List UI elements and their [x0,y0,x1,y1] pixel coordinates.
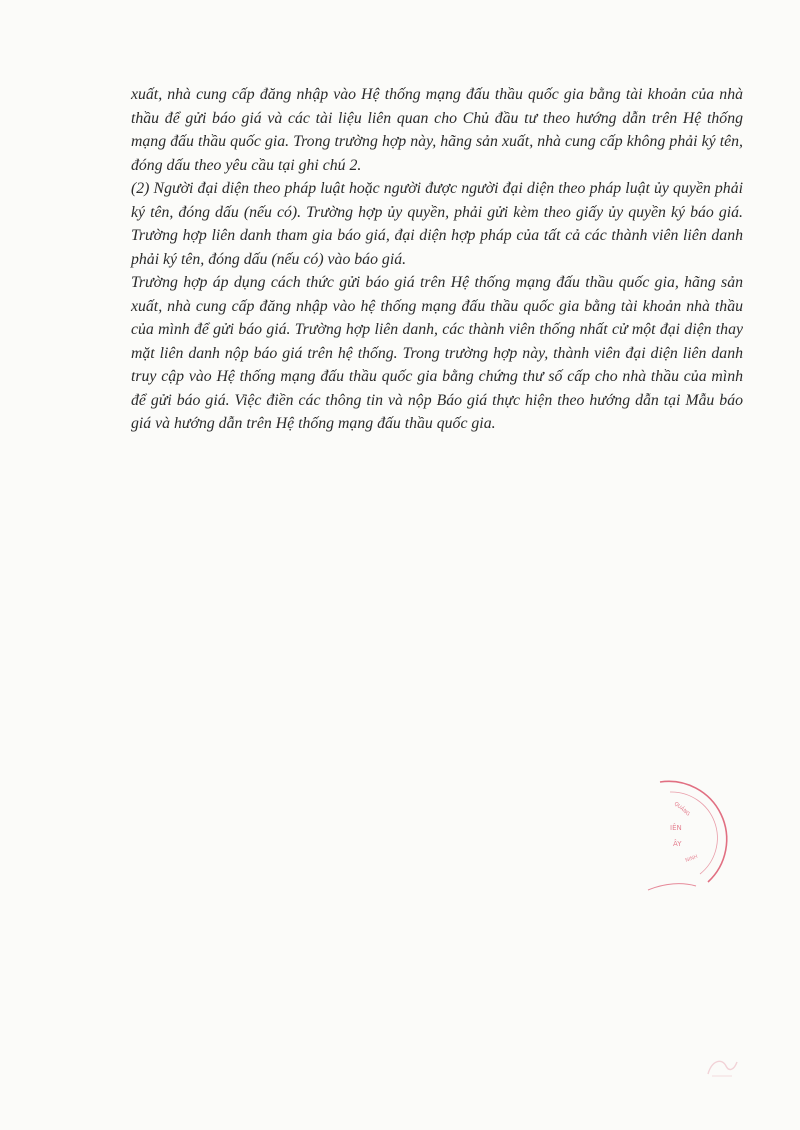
svg-text:NINH: NINH [684,853,699,864]
svg-text:QUẢNG: QUẢNG [672,800,691,818]
faint-corner-mark [702,1052,742,1082]
body-text [131,83,743,436]
svg-text:IÊN: IÊN [670,824,682,832]
paragraph-2: (2) Người đại diện theo pháp luật hoặc người được người đại diện theo pháp luật ủy quyền phải ký tên, đóng dấu (nếu có). Trường hợp ủy quyền, phải gửi kèm theo giấy ủy quyền ký báo giá. Trường hợp liên danh tham gia báo giá, đại diện hợp pháp của tất cả các thành viên liên danh phải ký tên, đóng dấu (nếu có) vào báo giá. [131,180,743,268]
red-seal-stamp [630,770,740,895]
paragraph-3: Trường hợp áp dụng cách thức gửi báo giá trên Hệ thống mạng đấu thầu quốc gia, hãng sản xuất, nhà cung cấp đăng nhập vào hệ thống mạng đấu thầu quốc gia bằng tài khoản nhà thầu của mình để gửi báo giá. Trường hợp liên danh, các thành viên thống nhất cử một đại diện thay mặt liên danh nộp báo giá trên hệ thống. Trong trường hợp này, thành viên đại diện liên danh truy cập vào Hệ thống mạng đấu thầu quốc gia bằng chứng thư số cấp cho nhà thầu của mình để gửi báo giá. Việc điền các thông tin và nộp Báo giá thực hiện theo hướng dẫn tại Mẫu báo giá và hướng dẫn trên Hệ thống mạng đấu thầu quốc gia. [131,274,743,432]
paragraph-1: xuất, nhà cung cấp đăng nhập vào Hệ thống mạng đấu thầu quốc gia bằng tài khoản của nhà thầu để gửi báo giá và các tài liệu liên quan cho Chủ đầu tư theo hướng dẫn trên Hệ thống mạng đấu thầu quốc gia. Trong trường hợp này, hãng sản xuất, nhà cung cấp không phải ký tên, đóng dấu theo yêu cầu tại ghi chú 2. [131,86,743,174]
svg-text:ÂY: ÂY [673,840,682,848]
